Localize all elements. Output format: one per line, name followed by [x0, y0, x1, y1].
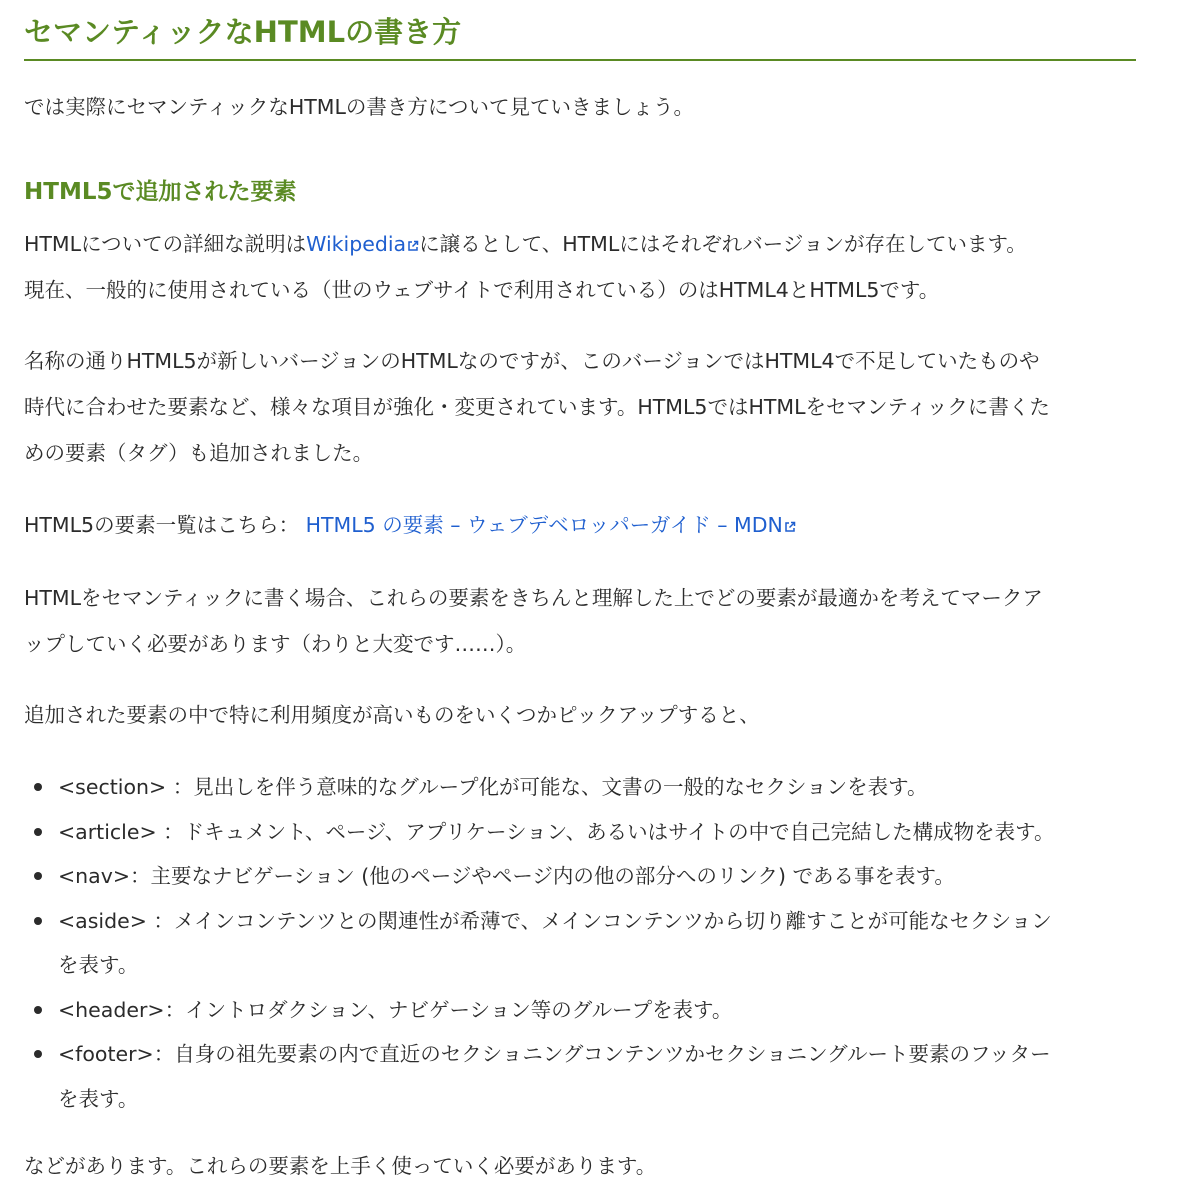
external-link-icon [407, 240, 419, 252]
section-heading: HTML5で追加された要素 [24, 179, 297, 205]
paragraph-2-line-2: 時代に合わせた要素など、様々な項目が強化・変更されています。HTML5ではHTMLをセマンティックに書くた [24, 395, 1050, 419]
bullet-icon [34, 1050, 42, 1058]
paragraph-2-line-3: めの要素（タグ）も追加されました。 [24, 441, 374, 465]
list-item [24, 899, 1055, 988]
paragraph-1 [24, 221, 1027, 313]
bullet-icon [34, 917, 42, 925]
paragraph-1-line-2: 現在、一般的に使用されている（世のウェブサイトで利用されている）のはHTML4とHTML5です。 [24, 278, 940, 302]
list-item-text: <aside> ：メインコンテンツとの関連性が希薄で、メインコンテンツから切り離すことが可能なセクション [58, 908, 1052, 933]
closing-paragraph: などがあります。これらの要素を上手く使っていく必要があります。 [24, 1154, 657, 1178]
bullet-icon [34, 828, 42, 836]
paragraph-3 [24, 502, 796, 548]
paragraph-5: 追加された要素の中で特に利用頻度が高いものをいくつかピックアップすると、 [24, 703, 760, 727]
list-item-text: <nav>：主要なナビゲーション (他のページやページ内の他の部分へのリンク) である事を表す。 [58, 864, 955, 888]
paragraph-1-text-pre: HTMLについての詳細な説明は [24, 232, 307, 256]
page-title: セマンティックなHTMLの書き方 [24, 15, 462, 49]
wikipedia-link[interactable] [306, 232, 419, 256]
title-divider [24, 59, 1136, 61]
list-item-text: <section> ：見出しを伴う意味的なグループ化が可能な、文書の一般的なセクションを表す。 [58, 775, 928, 799]
list-item [24, 765, 1055, 810]
paragraph-4-line-2: ップしていく必要があります（わりと大変です……）。 [24, 632, 527, 656]
list-item-text-cont: を表す。 [58, 1086, 139, 1111]
list-item-text: <footer>：自身の祖先要素の内で直近のセクショニングコンテンツかセクショニングルート要素のフッター [58, 1042, 1051, 1066]
paragraph-2 [24, 338, 1050, 476]
external-link-icon [784, 521, 796, 533]
list-item [24, 988, 1055, 1033]
bullet-icon [34, 783, 42, 791]
list-item-text: <article> ：ドキュメント、ページ、アプリケーション、あるいはサイトの中で自己完結した構成物を表す。 [58, 819, 1055, 844]
list-item [24, 854, 1055, 899]
paragraph-2-line-1: 名称の通りHTML5が新しいバージョンのHTMLなのですが、このバージョンではHTML4で不足していたものや [24, 349, 1040, 373]
element-list-label: HTML5の要素一覧はこちら： [24, 513, 300, 537]
mdn-link[interactable] [306, 513, 796, 537]
list-item [24, 1032, 1055, 1121]
list-item [24, 810, 1055, 855]
list-item-text: <header>：イントロダクション、ナビゲーション等のグループを表す。 [58, 997, 733, 1022]
list-item-text-cont: を表す。 [58, 953, 139, 977]
paragraph-4 [24, 575, 1043, 667]
wikipedia-link-label: Wikipedia [306, 232, 407, 256]
paragraph-1-text-post: に譲るとして、HTMLにはそれぞれバージョンが存在しています。 [419, 232, 1027, 256]
intro-paragraph: では実際にセマンティックなHTMLの書き方について見ていきましょう。 [24, 95, 694, 119]
element-list [24, 765, 1055, 1121]
bullet-icon [34, 872, 42, 880]
bullet-icon [34, 1006, 42, 1014]
paragraph-4-line-1: HTMLをセマンティックに書く場合、これらの要素をきちんと理解した上でどの要素が最適かを考えてマークア [24, 586, 1043, 610]
mdn-link-label: HTML5 の要素 – ウェブデベロッパーガイド – MDN [305, 513, 783, 537]
